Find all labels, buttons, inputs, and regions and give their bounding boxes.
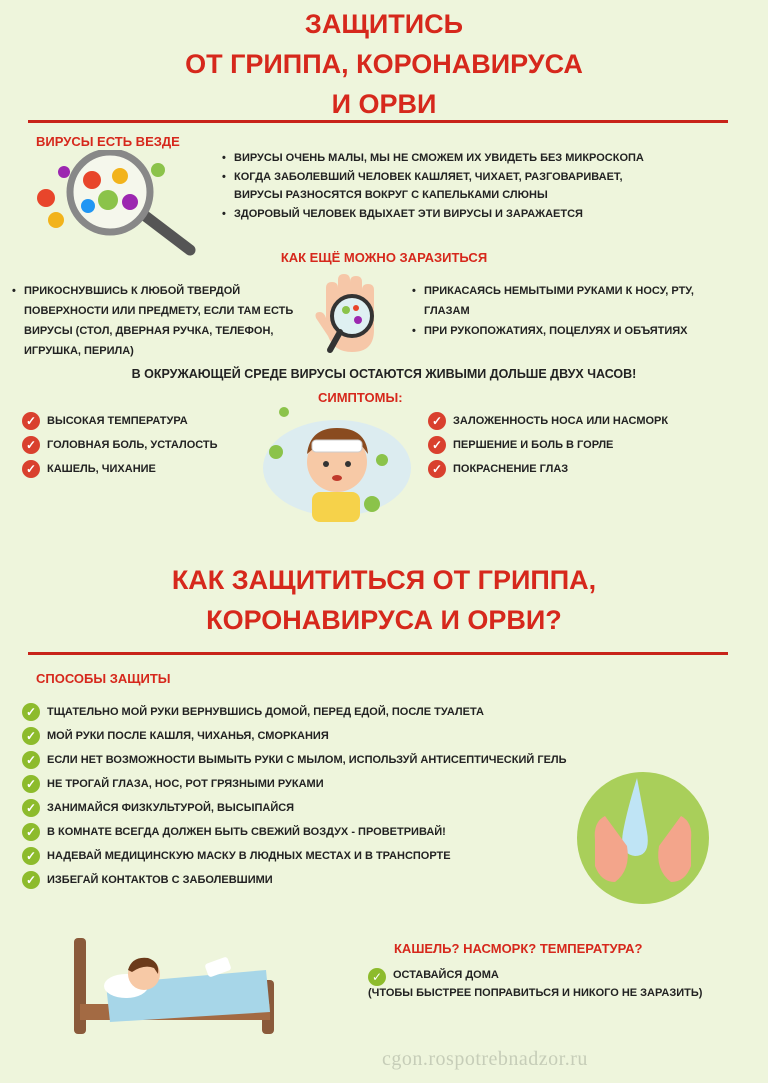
watermark: cgon.rospotrebnadzor.ru: [382, 1048, 588, 1070]
magnifier-viruses-illustration: [30, 150, 200, 260]
symptoms-left-list: [22, 409, 252, 481]
list-item: • ПРИКОСНУВШИСЬ К ЛЮБОЙ ТВЕРДОЙ ПОВЕРХНОСТИ ИЛИ ПРЕДМЕТУ, ЕСЛИ ТАМ ЕСТЬ ВИРУСЫ (СТОЛ, ДВЕРНАЯ РУЧКА, ТЕЛЕФОН, ИГРУШКА, ПЕРИЛА): [12, 281, 302, 361]
check-icon: ✓: [22, 703, 40, 721]
check-icon: ✓: [22, 751, 40, 769]
hand-magnifier-illustration: [308, 270, 392, 360]
main-title-line3: И ОРВИ: [331, 89, 437, 119]
stay-home-advice: [368, 966, 748, 1002]
check-icon: ✓: [22, 799, 40, 817]
list-item: • ВИРУСЫ ОЧЕНЬ МАЛЫ, МЫ НЕ СМОЖЕМ ИХ УВИДЕТЬ БЕЗ МИКРОСКОПА: [222, 149, 662, 168]
stay-home-note: (ЧТОБЫ БЫСТРЕЕ ПОПРАВИТЬСЯ И НИКОГО НЕ ЗАРАЗИТЬ): [368, 987, 703, 999]
check-icon: ✓: [428, 412, 446, 430]
list-item: ✓ ЗАЛОЖЕННОСТЬ НОСА ИЛИ НАСМОРК: [428, 409, 728, 433]
list-item: ✓ ТЩАТЕЛЬНО МОЙ РУКИ ВЕРНУВШИСЬ ДОМОЙ, ПЕРЕД ЕДОЙ, ПОСЛЕ ТУАЛЕТА: [22, 700, 582, 724]
protect-title-line2: КОРОНАВИРУСА И ОРВИ?: [206, 605, 562, 635]
sick-child-in-bed-illustration: [66, 930, 286, 1042]
main-title: [0, 4, 768, 124]
sick-boy-illustration: [262, 404, 412, 524]
list-item: ✓ МОЙ РУКИ ПОСЛЕ КАШЛЯ, ЧИХАНЬЯ, СМОРКАНИЯ: [22, 724, 582, 748]
list-item: ✓ НЕ ТРОГАЙ ГЛАЗА, НОС, РОТ ГРЯЗНЫМИ РУКАМИ: [22, 772, 582, 796]
protect-title: [0, 560, 768, 640]
check-icon: ✓: [22, 847, 40, 865]
list-item: • ПРИ РУКОПОЖАТИЯХ, ПОЦЕЛУЯХ И ОБЪЯТИЯХ: [412, 321, 722, 341]
infection-right-list: [412, 281, 722, 341]
check-icon: ✓: [22, 727, 40, 745]
check-icon: ✓: [22, 460, 40, 478]
check-icon: ✓: [22, 775, 40, 793]
check-icon: ✓: [22, 823, 40, 841]
symptoms-heading: СИМПТОМЫ:: [318, 390, 403, 405]
list-item: ✓ ЕСЛИ НЕТ ВОЗМОЖНОСТИ ВЫМЫТЬ РУКИ С МЫЛОМ, ИСПОЛЬЗУЙ АНТИСЕПТИЧЕСКИЙ ГЕЛЬ: [22, 748, 582, 772]
list-item: ✓ КАШЕЛЬ, ЧИХАНИЕ: [22, 457, 252, 481]
check-icon: ✓: [368, 968, 386, 986]
check-icon: ✓: [22, 436, 40, 454]
infection-heading: КАК ЕЩЁ МОЖНО ЗАРАЗИТЬСЯ: [280, 250, 488, 265]
check-icon: ✓: [22, 871, 40, 889]
sick-heading: КАШЕЛЬ? НАСМОРК? ТЕМПЕРАТУРА?: [394, 941, 643, 956]
viruses-heading: ВИРУСЫ ЕСТЬ ВЕЗДЕ: [36, 134, 180, 149]
check-icon: ✓: [428, 436, 446, 454]
symptoms-right-list: [428, 409, 728, 481]
list-item: • ПРИКАСАЯСЬ НЕМЫТЫМИ РУКАМИ К НОСУ, РТУ, ГЛАЗАМ: [412, 281, 722, 321]
handwashing-illustration: [575, 770, 711, 906]
viruses-list: [222, 149, 662, 223]
list-item: ✓ ИЗБЕГАЙ КОНТАКТОВ С ЗАБОЛЕВШИМИ: [22, 868, 582, 892]
check-icon: ✓: [22, 412, 40, 430]
list-item: • КОГДА ЗАБОЛЕВШИЙ ЧЕЛОВЕК КАШЛЯЕТ, ЧИХАЕТ, РАЗГОВАРИВАЕТ, ВИРУСЫ РАЗНОСЯТСЯ ВОКРУГ С КАПЕЛЬКАМИ СЛЮНЫ: [222, 168, 662, 205]
top-divider: [28, 120, 728, 123]
list-item: • ЗДОРОВЫЙ ЧЕЛОВЕК ВДЫХАЕТ ЭТИ ВИРУСЫ И ЗАРАЖАЕТСЯ: [222, 205, 662, 224]
list-item: ✓ ВЫСОКАЯ ТЕМПЕРАТУРА: [22, 409, 252, 433]
stay-home-line: ОСТАВАЙСЯ ДОМА: [393, 969, 499, 981]
protection-methods-heading: СПОСОБЫ ЗАЩИТЫ: [36, 671, 171, 686]
list-item: ✓ НАДЕВАЙ МЕДИЦИНСКУЮ МАСКУ В ЛЮДНЫХ МЕСТАХ И В ТРАНСПОРТЕ: [22, 844, 582, 868]
protect-divider: [28, 652, 728, 655]
protect-title-line1: КАК ЗАЩИТИТЬСЯ ОТ ГРИППА,: [171, 565, 597, 595]
list-item: ✓ ГОЛОВНАЯ БОЛЬ, УСТАЛОСТЬ: [22, 433, 252, 457]
list-item: ✓ ЗАНИМАЙСЯ ФИЗКУЛЬТУРОЙ, ВЫСЫПАЙСЯ: [22, 796, 582, 820]
main-title-line2: ОТ ГРИППА, КОРОНАВИРУСА: [185, 49, 583, 79]
main-title-line1: ЗАЩИТИСЬ: [304, 9, 464, 39]
infection-left-list: [12, 281, 302, 361]
list-item: ✓ ПОКРАСНЕНИЕ ГЛАЗ: [428, 457, 728, 481]
check-icon: ✓: [428, 460, 446, 478]
list-item: ✓ ПЕРШЕНИЕ И БОЛЬ В ГОРЛЕ: [428, 433, 728, 457]
protection-methods-list: [22, 700, 582, 892]
list-item: ✓ В КОМНАТЕ ВСЕГДА ДОЛЖЕН БЫТЬ СВЕЖИЙ ВОЗДУХ - ПРОВЕТРИВАЙ!: [22, 820, 582, 844]
viruses-survival-note: В ОКРУЖАЮЩЕЙ СРЕДЕ ВИРУСЫ ОСТАЮТСЯ ЖИВЫМИ ДОЛЬШЕ ДВУХ ЧАСОВ!: [131, 367, 637, 381]
